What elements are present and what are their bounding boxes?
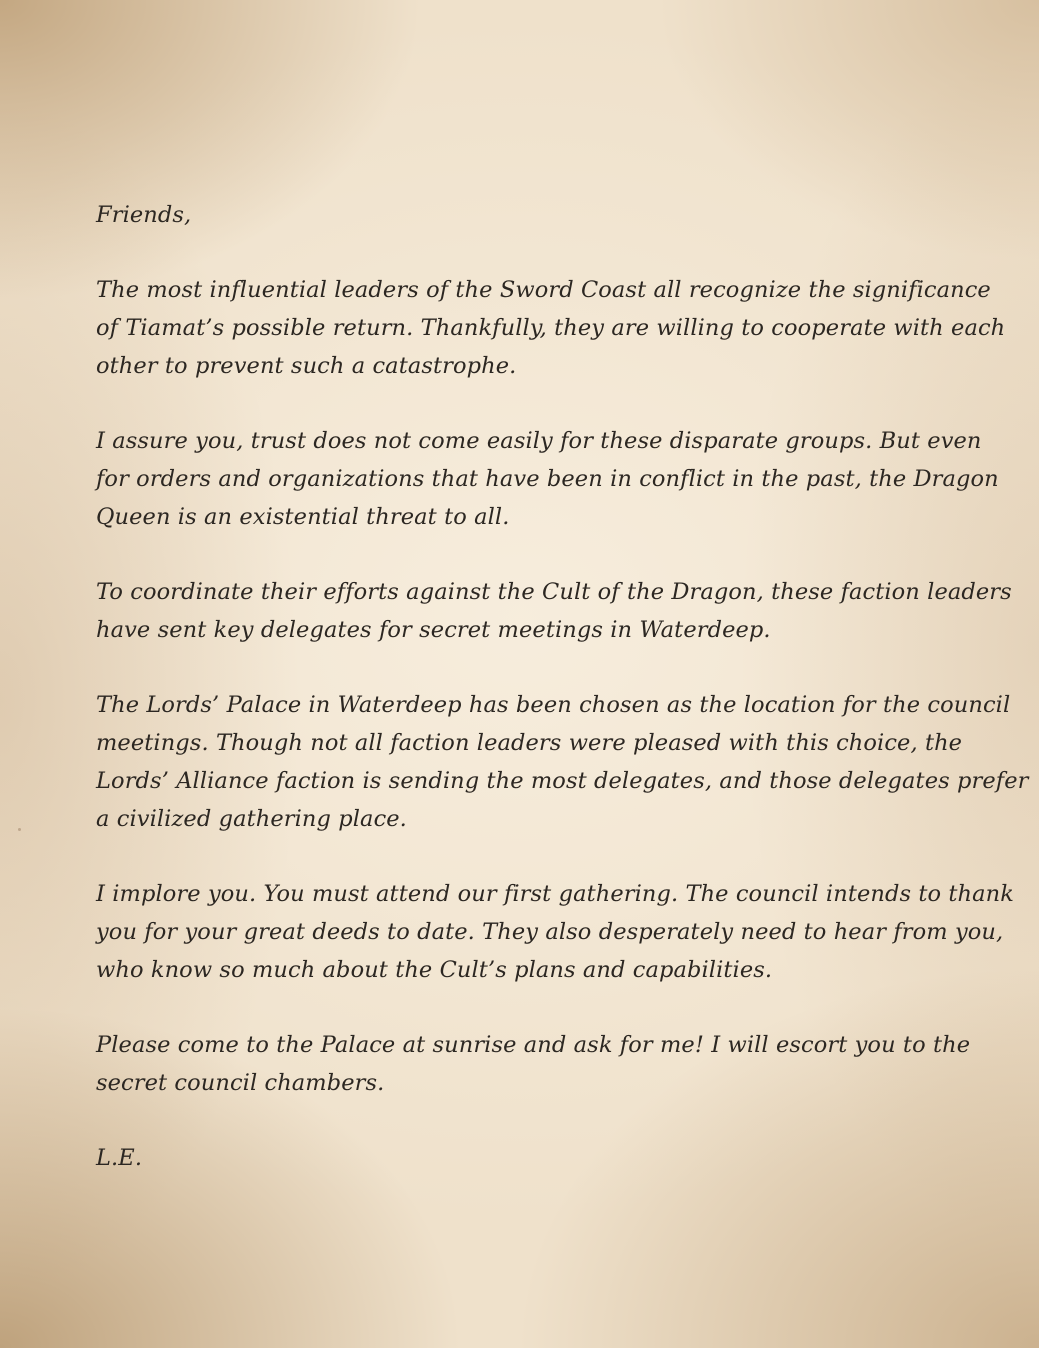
paragraph-4-line-2: meetings. Though not all faction leaders were pleased with this choice, the [96, 730, 963, 756]
paragraph-4-line-3: Lords’ Alliance faction is sending the most delegates, and those delegates prefer [96, 768, 1029, 794]
paragraph-gap [96, 649, 956, 686]
paragraph-gap [96, 385, 956, 422]
letter-signature: L.E. [96, 1145, 143, 1171]
paragraph-4-line-1: The Lords’ Palace in Waterdeep has been chosen as the location for the council [96, 692, 1011, 718]
letter-body [96, 196, 1029, 1177]
paragraph-gap [96, 536, 956, 573]
paragraph-4-line-4: a civilized gathering place. [96, 806, 407, 832]
paper-speck [18, 828, 21, 831]
paragraph-gap [96, 989, 956, 1026]
paragraph-3-line-2: have sent key delegates for secret meetings in Waterdeep. [96, 617, 771, 643]
paragraph-2-line-1: I assure you, trust does not come easily for these disparate groups. But even [96, 428, 982, 454]
paragraph-1-line-3: other to prevent such a catastrophe. [96, 353, 517, 379]
paragraph-6-line-2: secret council chambers. [96, 1070, 385, 1096]
paragraph-5-line-1: I implore you. You must attend our first gathering. The council intends to thank [96, 881, 1014, 907]
paragraph-5-line-3: who know so much about the Cult’s plans and capabilities. [96, 957, 773, 983]
paragraph-3-line-1: To coordinate their efforts against the Cult of the Dragon, these faction leaders [96, 579, 1012, 605]
paragraph-2-line-3: Queen is an existential threat to all. [96, 504, 510, 530]
paragraph-2-line-2: for orders and organizations that have been in conflict in the past, the Dragon [96, 466, 999, 492]
paragraph-6-line-1: Please come to the Palace at sunrise and ask for me! I will escort you to the [96, 1032, 971, 1058]
paragraph-gap [96, 234, 956, 271]
paragraph-5-line-2: you for your great deeds to date. They also desperately need to hear from you, [96, 919, 1004, 945]
paragraph-gap [96, 1102, 956, 1139]
letter-salutation: Friends, [96, 202, 192, 228]
paragraph-1-line-2: of Tiamat’s possible return. Thankfully, they are willing to cooperate with each [96, 315, 1006, 341]
paragraph-1-line-1: The most influential leaders of the Sword Coast all recognize the significance [96, 277, 991, 303]
paragraph-gap [96, 838, 956, 875]
